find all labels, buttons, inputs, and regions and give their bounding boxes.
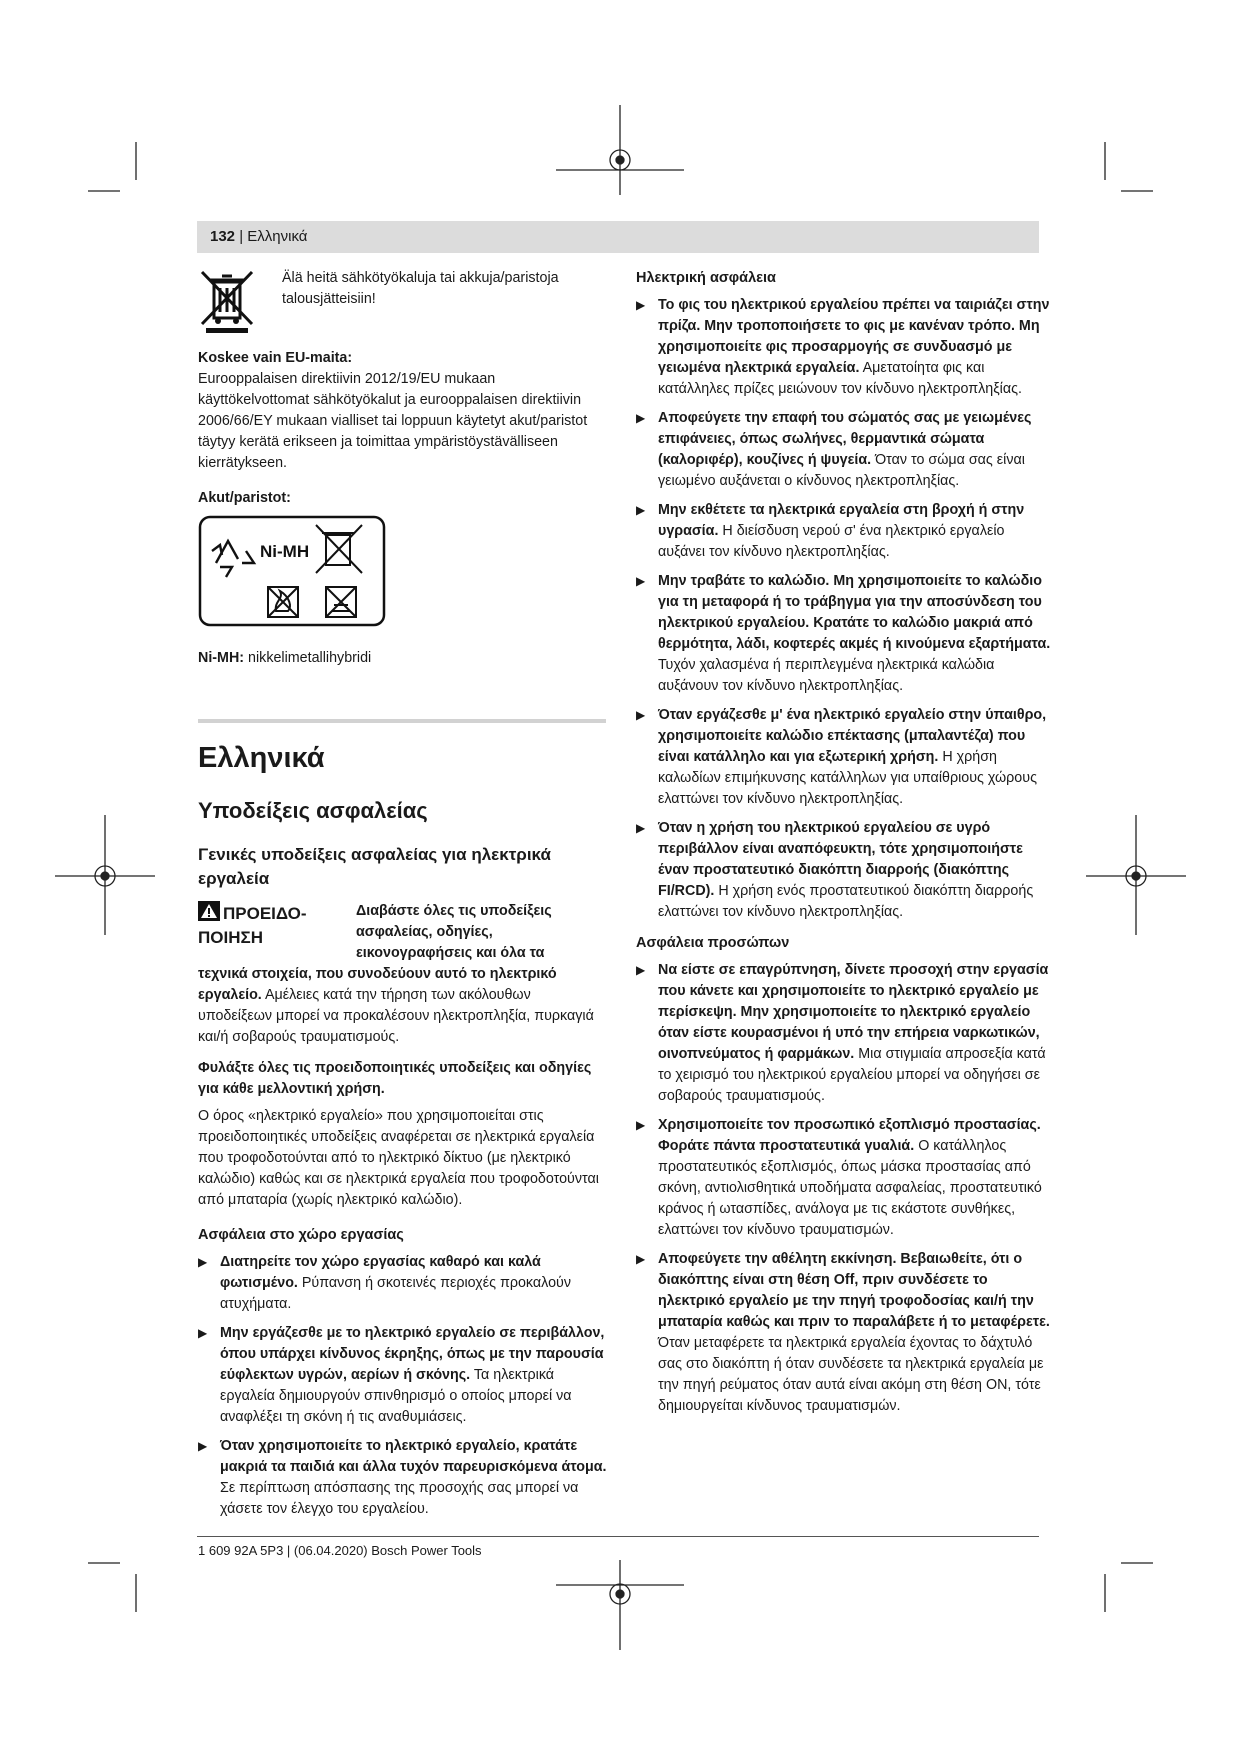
crosshair-right [1086, 815, 1186, 935]
crosshair-bottom [556, 1560, 684, 1650]
header-language: Ελληνικά [247, 228, 308, 245]
page-header [210, 228, 307, 246]
footer-rule [197, 1536, 1039, 1537]
warning-bold-tail: τεχνικά στοιχεία, που συνοδεύουν αυτό το ηλεκτρικό εργαλείο. [198, 966, 557, 1003]
list-item [198, 1436, 608, 1520]
item-text: Όταν το σώμα σας είναι γειωμένο αυξάνεται ο κίνδυνος ηλεκτροπληξίας. [658, 452, 1025, 489]
item-bold: Μην εργάζεσθε με το ηλεκτρικό εργαλείο σε περιβάλλον, όπου υπάρχει κίνδυνος έκρηξης, όπως με την παρουσία εύφλεκτων υγρών, αερίων ή σκόνης. [220, 1325, 605, 1383]
eu-text: Eurooppalaisen direktiivin 2012/19/EU mukaan käyttökelvottomat sähkötyökalut ja eurooppalaisen direktiivin 2006/66/EY mukaan vialliset tai loppuun käytetyt akut/paristot täytyy kerätä erikseen ja toimittaa ympäristöystävälliseen kierrätykseen. [198, 371, 588, 471]
page-footer: 1 609 92A 5P3 | (06.04.2020) Bosch Power Tools [198, 1543, 482, 1558]
weee-text: Älä heitä sähkötyökaluja tai akkuja/paristoja talousjätteisiin! [282, 270, 559, 307]
electrical-list [636, 295, 1054, 923]
left-column [198, 268, 608, 1528]
list-item [636, 818, 1054, 923]
section-separator [198, 719, 606, 723]
item-text: Η διείσδυση νερού σ' ένα ηλεκτρικό εργαλείο αυξάνει τον κίνδυνο ηλεκτροπληξίας. [658, 523, 1005, 560]
page-number: 132 [210, 228, 236, 245]
list-item [636, 705, 1054, 810]
warning-continuation [198, 964, 608, 1048]
item-bold: Όταν εργάζεσθε μ' ένα ηλεκτρικό εργαλείο στην ύπαιθρο, χρησιμοποιείτε καλώδιο επέκτασης (μπαλαντέζα) που είναι κατάλληλο και για εξωτερική χρήση. [658, 707, 1047, 765]
nimh-legend [198, 648, 608, 669]
crosshair-top [556, 105, 684, 195]
item-bold: Μην εκθέτετε τα ηλεκτρικά εργαλεία στη βροχή ή στην υγρασία. [658, 502, 1025, 539]
language-title: Ελληνικά [198, 742, 325, 774]
no-water-icon [326, 587, 356, 617]
item-text: Όταν μεταφέρετε τα ηλεκτρικά εργαλεία έχοντας το δάχτυλό σας στο διακόπτη ή όταν συνδέσετε τα ηλεκτρικά εργαλεία με την πηγή ρεύματος όταν αυτά είναι ακόμη στη θέση ON, τότε δημιουργείται κίνδυνος τραυματισμών. [658, 1335, 1044, 1414]
item-bold: Διατηρείτε τον χώρο εργασίας καθαρό και καλά φωτισμένο. [220, 1254, 541, 1291]
item-bold: Όταν η χρήση του ηλεκτρικού εργαλείου σε υγρό περιβάλλον είναι αναπόφευκτη, τότε χρησιμοποιήστε έναν προστατευτικό διακόπτη διαρροής (διακόπτης FI/RCD). [658, 820, 1023, 899]
no-fire-icon [268, 587, 298, 617]
warning-text: Αμέλειες κατά την τήρηση των ακόλουθων υποδείξεων μπορεί να προκαλέσουν ηλεκτροπληξία, πυρκαγιά και/ή σοβαρούς τραυματισμούς. [198, 987, 594, 1045]
item-bold: Το φις του ηλεκτρικού εργαλείου πρέπει να ταιριάζει στην πρίζα. Μην τροποποιήσετε το φις με κανέναν τρόπο. Μη χρησιμοποιείτε φις προσαρμογής σε συνδυασμό με γειωμένα ηλεκτρικά εργαλεία. [658, 297, 1050, 376]
electrical-heading: Ηλεκτρική ασφάλεια [636, 270, 776, 286]
list-item [636, 295, 1054, 400]
item-bold: Χρησιμοποιείτε τον προσωπικό εξοπλισμό προστασίας. Φοράτε πάντα προστατευτικά γυαλιά. [658, 1117, 1041, 1154]
item-text: Ο κατάλληλος προστατευτικός εξοπλισμός, όπως μάσκα προστασίας από σκόνη, αντιολισθητικά υποδήματα ασφαλείας, προστατευτικό κράνος ή ωτασπίδες, ανάλογα με τις εκάστοτε συνθήκες, ελαττώνει τον κίνδυνο τραυματισμών. [658, 1138, 1042, 1238]
item-text: Τυχόν χαλασμένα ή περιπλεγμένα ηλεκτρικά καλώδια αυξάνουν τον κίνδυνο ηλεκτροπληξίας. [658, 657, 995, 694]
list-item [636, 1249, 1054, 1417]
list-item [198, 1252, 608, 1315]
general-safety-title: Γενικές υποδείξεις ασφαλείας για ηλεκτρικά εργαλεία [198, 845, 551, 888]
page-header-bar [197, 221, 1039, 253]
safety-title: Υποδείξεις ασφαλείας [198, 798, 428, 823]
eu-heading: Koskee vain EU-maita: [198, 350, 353, 366]
item-text: Ρύπανση ή σκοτεινές περιοχές προκαλούν ατυχήματα. [220, 1275, 572, 1312]
item-text: Αμετατοίητα φις και κατάλληλες πρίζες μειώνουν τον κίνδυνο ηλεκτροπληξίας. [658, 360, 1022, 397]
list-item [636, 1115, 1054, 1241]
warning-label [198, 901, 346, 950]
keep-instructions: Φυλάξτε όλες τις προειδοποιητικές υποδείξεις και οδηγίες για κάθε μελλοντική χρήση. [198, 1060, 592, 1097]
item-bold: Αποφεύγετε την επαφή του σώματός σας με γειωμένες επιφάνειες, όπως σωλήνες, θερμαντικά σώματα (καλοριφέρ), κουζίνες ή ψυγεία. [658, 410, 1032, 468]
list-item [636, 500, 1054, 563]
crossed-bin-icon [198, 268, 256, 334]
item-text: Η χρήση ενός προστατευτικού διακόπτη διαρροής ελαττώνει τον κίνδυνο ηλεκτροπληξίας. [658, 883, 1034, 920]
nimh-symbol-label: Ni-MH [260, 542, 310, 561]
recycle-icon [212, 541, 254, 577]
list-item [636, 960, 1054, 1107]
list-item [636, 571, 1054, 697]
personal-list [636, 960, 1054, 1417]
crosshair-left [55, 815, 155, 935]
list-item [636, 408, 1054, 492]
warning-block [198, 901, 608, 1048]
crossed-bin-small-icon [316, 525, 362, 573]
warning-bold-lead: Διαβάστε όλες τις υποδείξεις ασφαλείας, οδηγίες, εικονογραφήσεις και όλα τα [356, 903, 552, 961]
battery-recycling-symbols [198, 515, 386, 627]
item-bold: Μην τραβάτε το καλώδιο. Μη χρησιμοποιείτε το καλώδιο για τη μεταφορά ή το τράβηγμα για την αποσύνδεση του ηλεκτρικού εργαλείου. Κρατάτε το καλώδιο μακριά από θερμότητα, λάδι, κοφτερές ακμές ή κινούμενα εξαρτήματα. [658, 573, 1051, 652]
item-bold: Αποφεύγετε την αθέλητη εκκίνηση. Βεβαιωθείτε, ότι ο διακόπτης είναι στη θέση Off, πριν συνδέσετε το ηλεκτρικό εργαλείο με την πηγή τροφοδοσίας και/ή την μπαταρία καθώς και πριν το παραλάβετε ή το μεταφέρετε. [658, 1251, 1050, 1330]
header-separator: | [239, 228, 244, 245]
item-text: Η χρήση καλωδίων επιμήκυνσης κατάλληλων για υπαίθριους χώρους ελαττώνει τον κίνδυνο ηλεκτροπληξίας. [658, 749, 1037, 807]
nimh-key: Ni-MH: [198, 650, 245, 666]
personal-heading: Ασφάλεια προσώπων [636, 935, 790, 951]
warning-label-text: ΠΡΟΕΙΔΟ-ΠΟΙΗΣΗ [198, 904, 307, 947]
workarea-heading: Ασφάλεια στο χώρο εργασίας [198, 1227, 404, 1243]
workarea-list [198, 1252, 608, 1520]
item-text: Σε περίπτωση απόσπασης της προσοχής σας μπορεί να χάσετε τον έλεγχο του εργαλείου. [220, 1480, 579, 1517]
item-text: Τα ηλεκτρικά εργαλεία δημιουργούν σπινθηρισμό ο οποίος μπορεί να αναφλέξει τη σκόνη ή τις αναθυμιάσεις. [220, 1367, 572, 1425]
item-text: Μια στιγμιαία απροσεξία κατά το χειρισμό του ηλεκτρικού εργαλείου μπορεί να οδηγήσει σε σοβαρούς τραυματισμούς. [658, 1046, 1046, 1104]
item-bold: Όταν χρησιμοποιείτε το ηλεκτρικό εργαλείο, κρατάτε μακριά τα παιδιά και άλλα τυχόν παρευρισκόμενα άτομα. [220, 1438, 607, 1475]
nimh-description: nikkelimetallihybridi [248, 650, 372, 666]
battery-heading: Akut/paristot: [198, 490, 291, 506]
warning-triangle-icon [198, 901, 220, 921]
term-definition: Ο όρος «ηλεκτρικό εργαλείο» που χρησιμοποιείται στις προειδοποιητικές υποδείξεις αναφέρεται σε ηλεκτρικά εργαλεία που τροφοδοτούνται από το ηλεκτρικό δίκτυο (με ηλεκτρικό καλώδιο) καθώς και σε ηλεκτρικά εργαλεία που τροφοδοτούνται από μπαταρία (χωρίς ηλεκτρικό καλώδιο). [198, 1108, 599, 1208]
right-column [636, 268, 1054, 1425]
item-bold: Να είστε σε επαγρύπνηση, δίνετε προσοχή στην εργασία που κάνετε και χρησιμοποιείτε το ηλεκτρικό εργαλείο με περίσκεψη. Μην χρησιμοποιείτε το ηλεκτρικό εργαλείο όταν είστε κουρασμένοι ή υπό την επήρεια ναρκωτικών, οινοπνεύματος ή φαρμάκων. [658, 962, 1049, 1062]
list-item [198, 1323, 608, 1428]
